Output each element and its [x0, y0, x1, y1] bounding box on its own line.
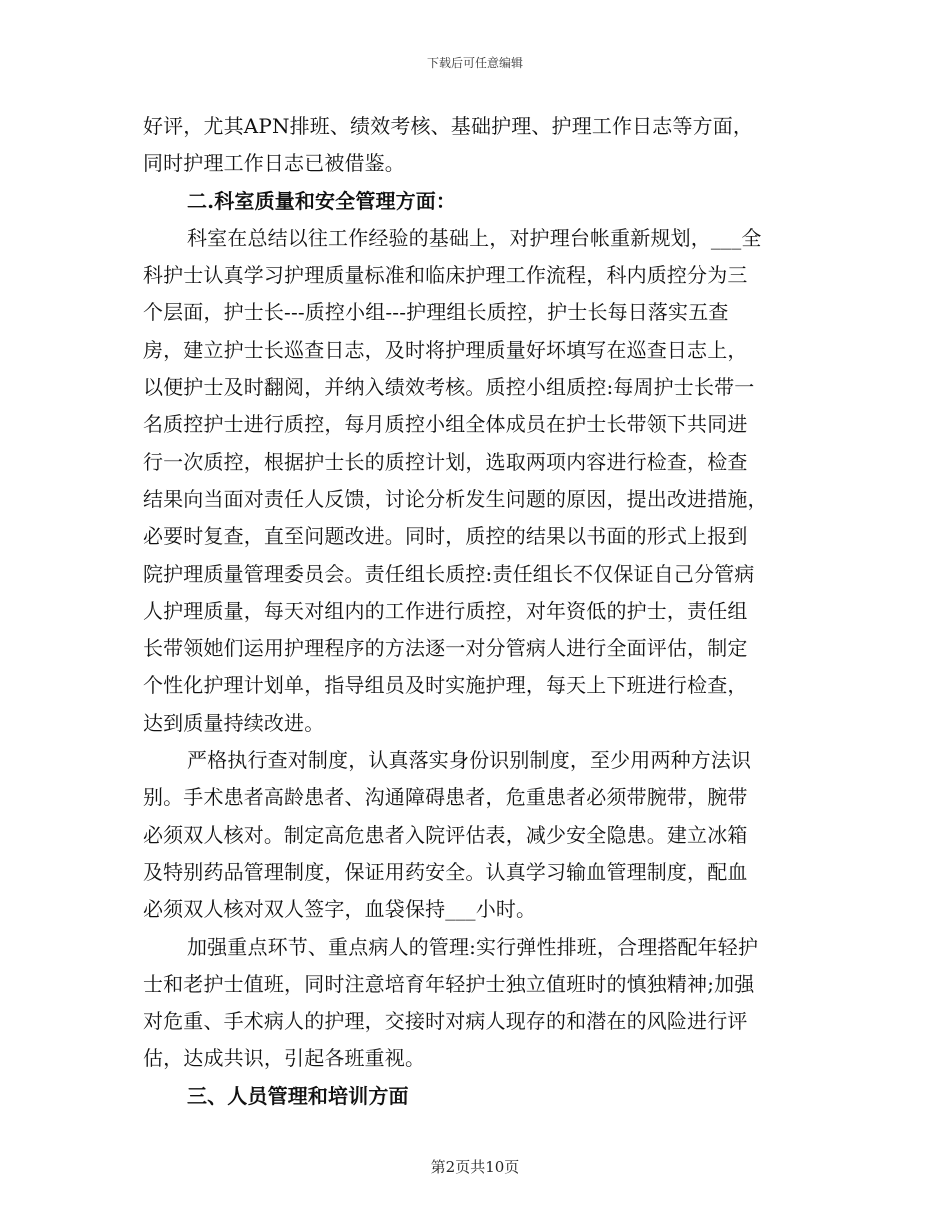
- paragraph-first-line: 严格执行查对制度，认真落实身份识别制度，至少用两种方法识: [187, 748, 752, 773]
- document-body: [143, 108, 813, 1115]
- paragraph-line: 以便护士及时翻阅，并纳入绩效考核。质控小组质控:每周护士长带一: [143, 375, 755, 400]
- paragraph-line: 估，达成共识，引起各班重视。: [143, 1046, 426, 1071]
- paragraph-line: 行一次质控，根据护士长的质控计划，选取两项内容进行检查，检查: [143, 449, 748, 474]
- paragraph-line: 结果向当面对责任人反馈，讨论分析发生问题的原因，提出改进措施，: [143, 486, 768, 511]
- paragraph-line: 个性化护理计划单，指导组员及时实施护理，每天上下班进行检查，: [143, 673, 748, 698]
- paragraph-line: 对危重、手术病人的护理，交接时对病人现存的和潜在的风险进行评: [143, 1009, 748, 1034]
- paragraph-line: 个层面，护士长---质控小组---护理组长质控，护士长每日落实五查: [143, 300, 729, 325]
- paragraph-line: 好评，尤其APN排班、绩效考核、基础护理、护理工作日志等方面，: [143, 114, 754, 138]
- paragraph-line: 别。手术患者高龄患者、沟通障碍患者，危重患者必须带腕带，腕带: [143, 785, 748, 810]
- paragraph-first-line: 科室在总结以往工作经验的基础上，对护理台帐重新规划，___全: [187, 225, 762, 250]
- paragraph-line: 房，建立护士长巡查日志，及时将护理质量好坏填写在巡查日志上，: [143, 337, 748, 362]
- page-header: 下载后可任意编辑: [426, 56, 523, 70]
- paragraph-line: 长带领她们运用护理程序的方法逐一对分管病人进行全面评估，制定: [143, 636, 748, 661]
- paragraph-line: 名质控护士进行质控，每月质控小组全体成员在护士长带领下共同进: [143, 412, 748, 437]
- page-footer: 第2页共10页: [430, 1158, 520, 1176]
- paragraph-line: 及特别药品管理制度，保证用药安全。认真学习输血管理制度，配血: [143, 859, 748, 884]
- paragraph-first-line: 加强重点环节、重点病人的管理:实行弹性排班，合理搭配年轻护: [187, 934, 759, 959]
- paragraph-line: 人护理质量，每天对组内的工作进行质控，对年资低的护士，责任组: [143, 598, 748, 623]
- paragraph-line: 士和老护士值班，同时注意培育年轻护士独立值班时的慎独精神;加强: [143, 971, 755, 996]
- paragraph-line: 科护士认真学习护理质量标准和临床护理工作流程，科内质控分为三: [143, 263, 748, 288]
- section-heading: 二.科室质量和安全管理方面：: [187, 188, 457, 213]
- section-heading: 三、人员管理和培训方面: [187, 1083, 409, 1108]
- paragraph-line: 必要时复查，直至问题改进。同时，质控的结果以书面的形式上报到: [143, 524, 748, 549]
- paragraph-line: 必须双人核对。制定高危患者入院评估表，减少安全隐患。建立冰箱: [143, 822, 748, 847]
- paragraph-line: 院护理质量管理委员会。责任组长质控:责任组长不仅保证自己分管病: [143, 561, 755, 586]
- paragraph-line: 同时护理工作日志已被借鉴。: [143, 151, 405, 176]
- paragraph-line: 达到质量持续改进。: [143, 710, 325, 735]
- paragraph-line: 必须双人核对双人签字，血袋保持___小时。: [143, 897, 537, 922]
